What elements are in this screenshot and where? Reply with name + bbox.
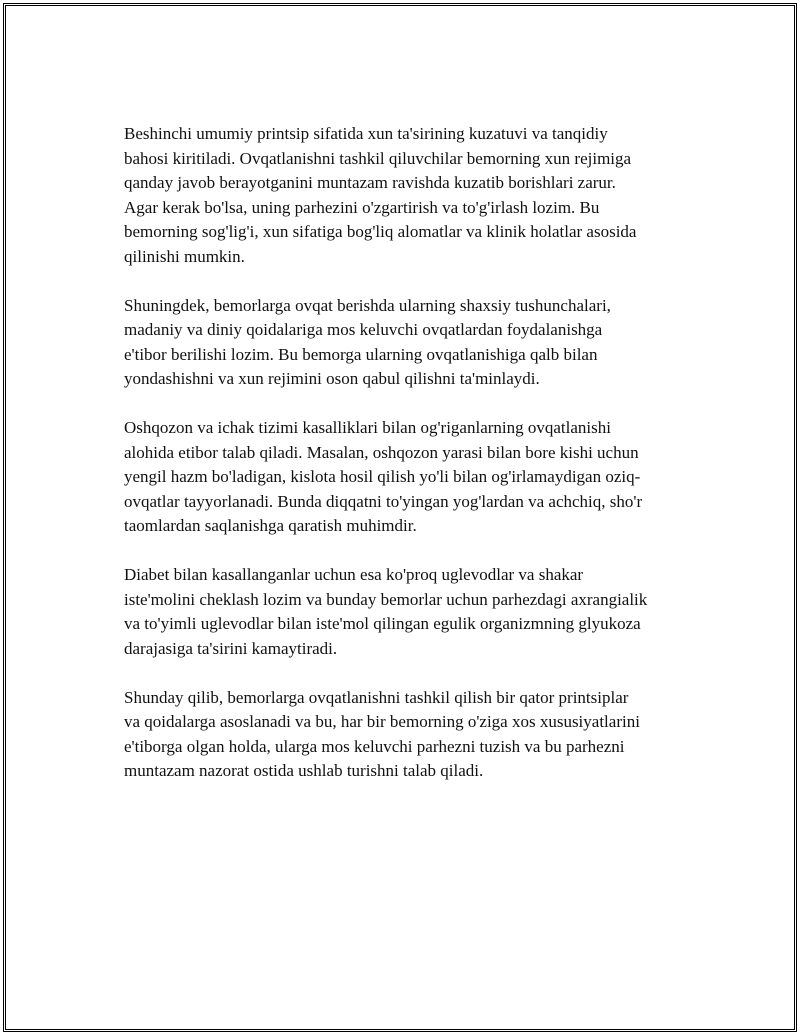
text-line: muntazam nazorat ostida ushlab turishni talab qiladi.: [124, 761, 484, 780]
paragraph-1: [124, 122, 704, 269]
text-line: Shunday qilib, bemorlarga ovqatlanishni tashkil qilish bir qator printsiplar: [124, 687, 629, 707]
text-line: yengil hazm bo'ladigan, kislota hosil qilish yo'li bilan og'irlamaydigan oziq-: [124, 467, 641, 486]
paragraph-2: [124, 294, 704, 392]
text-line: bemorning sog'lig'i, xun sifatiga bog'liq alomatlar va klinik holatlar asosida: [124, 222, 637, 241]
text-line: e'tibor berilishi lozim. Bu bemorga ularning ovqatlanishiga qalb bilan: [124, 344, 598, 364]
paragraph-4: [124, 563, 704, 661]
text-line: bahosi kiritiladi. Ovqatlanishni tashkil qiluvchilar bemorning xun rejimiga: [124, 148, 632, 168]
document-body: [124, 122, 704, 808]
page-border-frame: [3, 3, 797, 1032]
text-line: darajasiga ta'sirini kamaytiradi.: [124, 638, 338, 658]
text-line: Beshinchi umumiy printsip sifatida xun ta'sirining kuzatuvi va tanqidiy: [124, 124, 608, 143]
text-line: va qoidalarga asoslanadi va bu, har bir bemorning o'ziga xos xususiyatlarini: [124, 712, 640, 731]
text-line: va to'yimli uglevodlar bilan iste'mol qilingan egulik organizmning glyukoza: [124, 614, 641, 633]
text-line: Agar kerak bo'lsa, uning parhezini o'zgartirish va to'g'irlash lozim. Bu: [124, 197, 600, 217]
text-line: Diabet bilan kasallanganlar uchun esa ko'proq uglevodlar va shakar: [124, 565, 584, 584]
text-line: e'tiborga olgan holda, ularga mos keluvchi parhezni tuzish va bu parhezni: [124, 736, 625, 756]
text-line: iste'molini cheklash lozim va bunday bemorlar uchun parhezdagi axrangialik: [124, 589, 648, 609]
text-line: qilinishi mumkin.: [124, 246, 245, 266]
paragraph-3: [124, 416, 704, 539]
text-line: taomlardan saqlanishga qaratish muhimdir.: [124, 516, 417, 535]
text-line: alohida etibor talab qiladi. Masalan, oshqozon yarasi bilan bore kishi uchun: [124, 442, 639, 462]
text-line: qanday javob berayotganini muntazam ravishda kuzatib borishlari zarur.: [124, 173, 616, 192]
text-line: Oshqozon va ichak tizimi kasalliklari bilan og'riganlarning ovqatlanishi: [124, 418, 611, 437]
text-line: yondashishni va xun rejimini oson qabul qilishni ta'minlaydi.: [124, 369, 540, 388]
text-line: ovqatlar tayyorlanadi. Bunda diqqatni to'yingan yog'lardan va achchiq, sho'r: [124, 491, 643, 511]
text-line: madaniy va diniy qoidalariga mos keluvchi ovqatlardan foydalanishga: [124, 320, 603, 339]
paragraph-5: [124, 686, 704, 784]
text-line: Shuningdek, bemorlarga ovqat berishda ularning shaxsiy tushunchalari,: [124, 295, 611, 315]
